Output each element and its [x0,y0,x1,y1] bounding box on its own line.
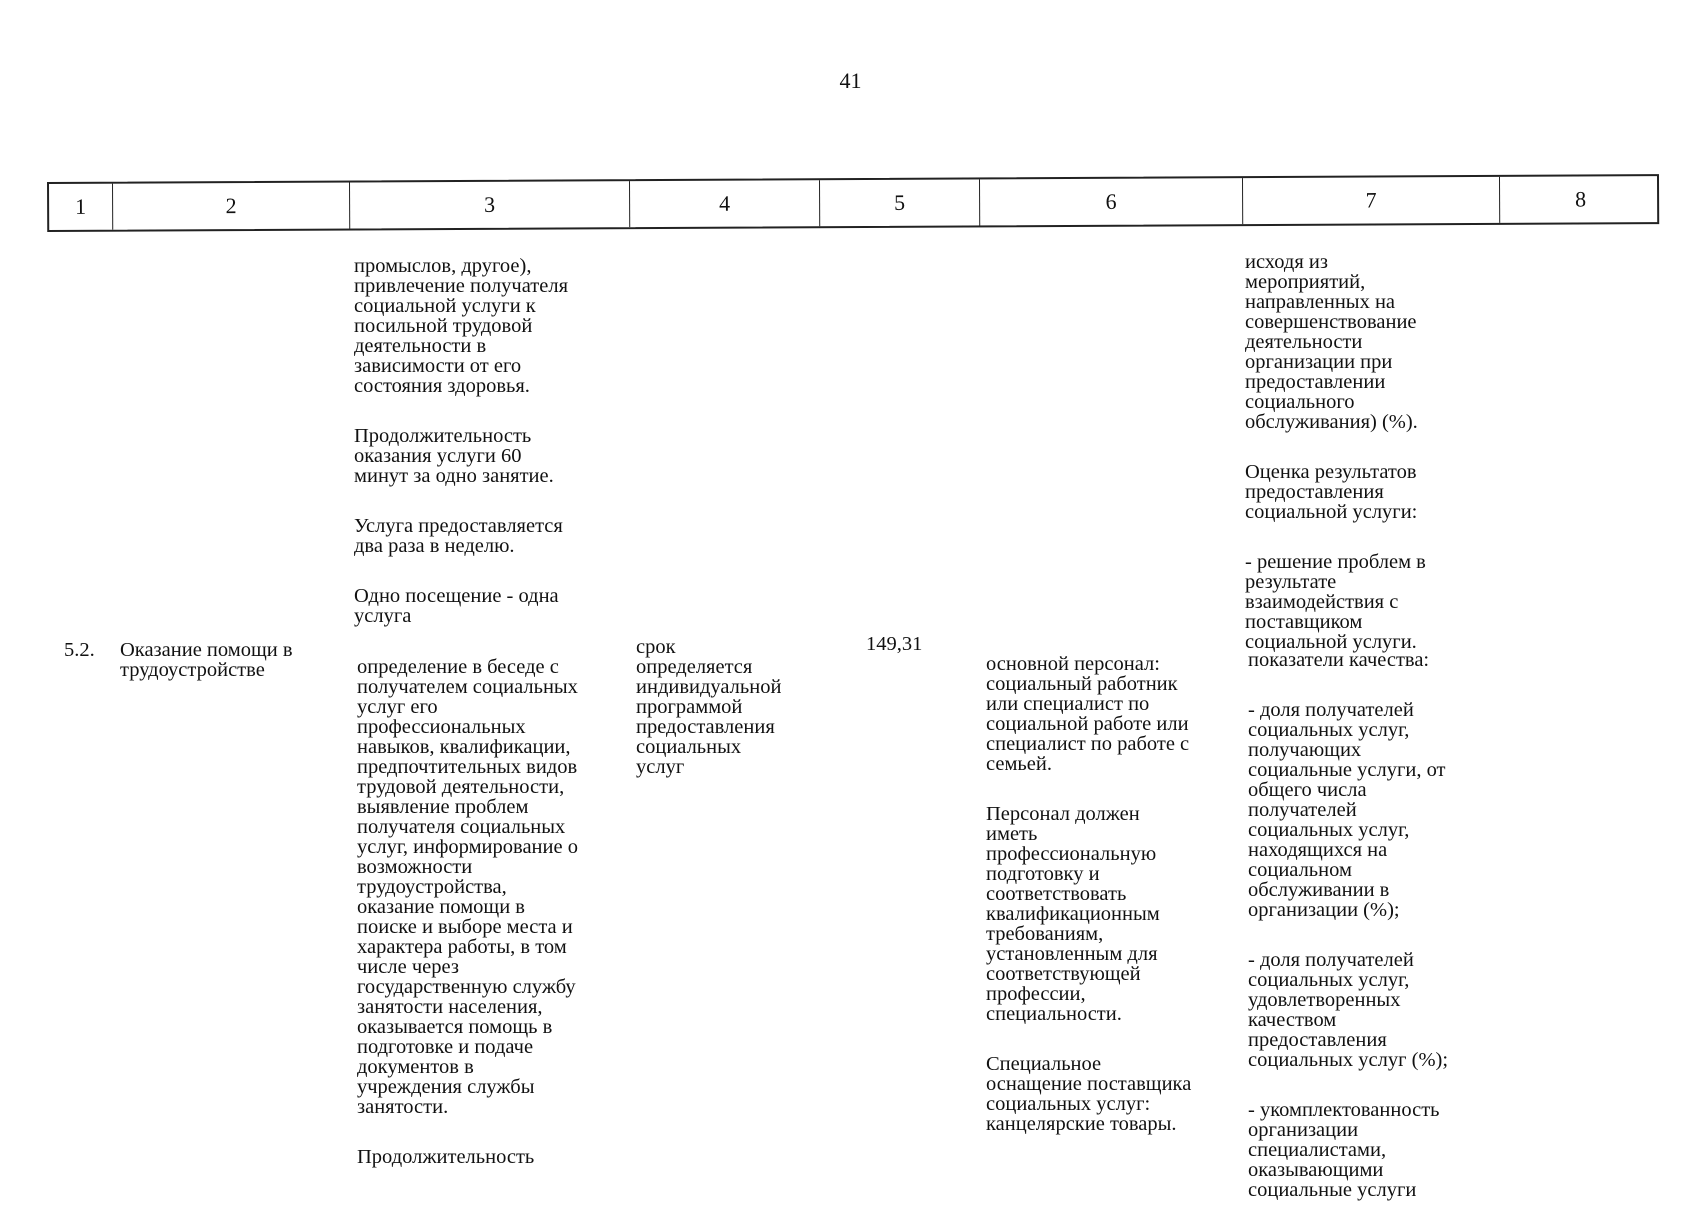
quality-indicators-cell [1248,630,1508,1220]
header-col-6: 6 [979,178,1242,225]
quality-indicators-paragraph: - укомплектованность организации специалистами, оказывающими социальные услуги [1248,1099,1440,1201]
service-description-paragraph: Продолжительность [357,1146,535,1168]
table-header-row [47,174,1659,232]
header-col-7: 7 [1242,177,1499,224]
staff-requirements-paragraph: Специальное оснащение поставщика социальных услуг: канцелярские товары. [986,1053,1192,1135]
header-col-3: 3 [349,181,629,228]
continued-quality-paragraph: - решение проблем в результате взаимодействия с поставщиком социальной услуги. [1245,551,1426,653]
page-number: 41 [839,68,862,93]
continued-description-cell [354,236,634,646]
header-col-1: 1 [75,193,87,219]
quality-indicators-paragraph: - доля получателей социальных услуг, получающих социальные услуги, от общего числа получателей социальных услуг, находящихся на социальном обслуживании в организации (%); [1248,699,1446,921]
service-description-cell [357,637,637,1187]
service-term-cell: срок определяется индивидуальной программой предоставления социальных услуг [636,636,782,778]
header-col-2: 2 [112,183,349,230]
continued-description-paragraph: Одно посещение - одна услуга [354,585,559,627]
continued-quality-cell [1245,232,1505,672]
service-name: Оказание помощи в трудоустройстве [120,639,293,681]
continued-quality-paragraph: Оценка результатов предоставления социальной услуги: [1245,461,1418,523]
header-col-8: 8 [1499,176,1661,223]
row-number: 5.2. [64,639,95,661]
staff-requirements-paragraph: Персонал должен иметь профессиональную подготовку и соответствовать квалификационным требованиям, установленным для соответствующей профессии, специальности. [986,803,1160,1025]
staff-requirements-cell [986,634,1251,1154]
service-description-paragraph: определение в беседе с получателем социальных услуг его профессиональных навыков, квалификации, предпочтительных видов трудовой деятельности, выявление проблем получателя социальных услуг, информирование о возможности трудоустройства, оказание помощи в поиске и выборе места и характера работы, в том числе через государственную службу занятости населения, оказывается помощь в подготовке и подаче документов в учреждения службы занятости. [357,656,578,1118]
continued-description-paragraph: промыслов, другое), привлечение получателя социальной услуги к посильной трудовой деятельности в зависимости от его состояния здоровья. [354,255,569,397]
quality-indicators-paragraph: показатели качества: [1248,649,1430,671]
staff-requirements-paragraph: основной персонал: социальный работник или специалист по социальной работе или специалист по работе с семьей. [986,653,1190,775]
continued-description-paragraph: Услуга предоставляется два раза в неделю. [354,515,563,557]
service-price: 149,31 [866,633,923,655]
header-col-5: 5 [819,179,979,226]
continued-description-paragraph: Продолжительность оказания услуги 60 минут за одно занятие. [354,425,554,487]
quality-indicators-paragraph: - доля получателей социальных услуг, удовлетворенных качеством предоставления социальных услуг (%); [1248,949,1449,1071]
header-col-4: 4 [629,180,819,227]
continued-quality-paragraph: исходя из мероприятий, направленных на совершенствование деятельности организации при предоставлении социального обслуживания) (%). [1245,251,1418,433]
